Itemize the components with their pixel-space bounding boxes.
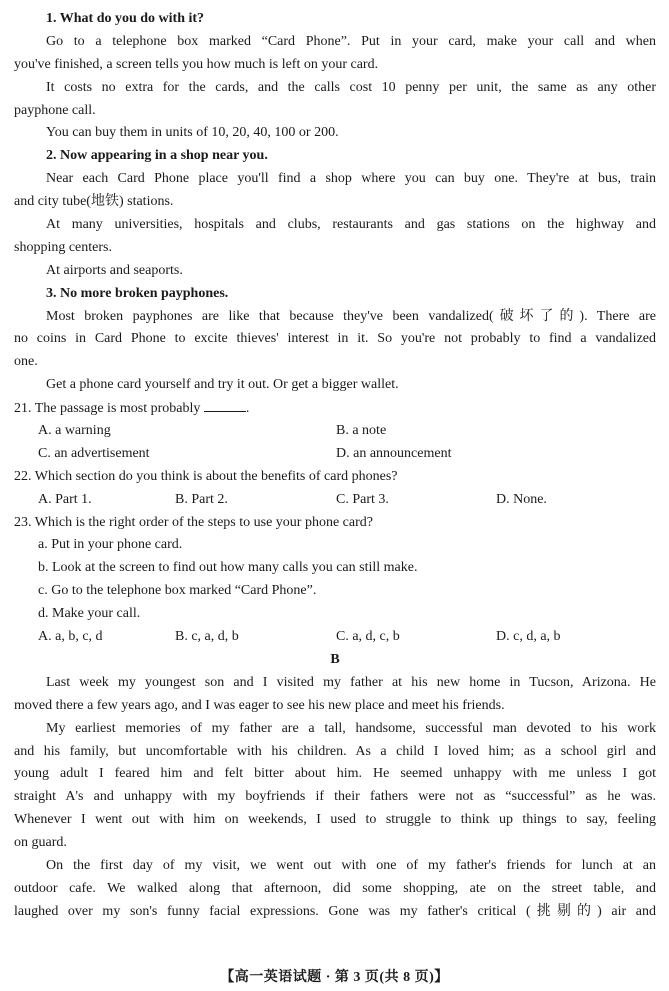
option-d: D. c, d, a, b <box>496 629 561 645</box>
stem-period: . <box>245 401 250 417</box>
paragraph-line: laughed over my son's funny facial expressions. Gone was my father's critical (挑剔的) air and <box>14 903 656 919</box>
paragraph-line: on guard. <box>14 835 67 851</box>
paragraph-line: Near each Card Phone place you'll find a shop where you can buy one. They're at bus, train <box>46 171 656 187</box>
step-item: b. Look at the screen to find out how many calls you can still make. <box>38 560 418 576</box>
paragraph-line: Whenever I went out with him on weekends, I used to struggle to think up things to say, feeling <box>14 812 656 828</box>
option-b: B. Part 2. <box>175 491 228 507</box>
paragraph-line: You can buy them in units of 10, 20, 40, 100 or 200. <box>46 125 339 141</box>
paragraph-line: Last week my youngest son and I visited my father at his new home in Tucson, Arizona. He <box>46 674 656 690</box>
paragraph-line: young adult I feared him and felt bitter about him. He seemed unhappy with me unless I got <box>14 766 656 782</box>
paragraph-line: one. <box>14 354 38 370</box>
question-21 <box>14 397 656 420</box>
paragraph-line: Most broken payphones are like that because they've been vandalized(破坏了的). There are <box>46 308 656 324</box>
paragraph-line: and his family, but uncomfortable with his children. As a child I loved him; as a school girl and <box>14 743 656 759</box>
step-item: d. Make your call. <box>38 606 141 622</box>
section-heading-2: 2. Now appearing in a shop near you. <box>46 148 268 164</box>
exam-page <box>14 8 656 924</box>
option-c: C. an advertisement <box>38 445 150 461</box>
section-heading-1: 1. What do you do with it? <box>46 11 205 26</box>
paragraph-line: It costs no extra for the cards, and the calls cost 10 penny per unit, the same as any other <box>46 79 656 95</box>
paragraph-line: shopping centers. <box>14 239 112 255</box>
option-row <box>14 443 656 466</box>
paragraph-line: you've finished, a screen tells you how much is left on your card. <box>14 56 379 72</box>
option-a: A. a warning <box>38 423 111 439</box>
page-footer: 【高一英语试题 · 第 3 页(共 8 页)】 <box>220 970 449 985</box>
option-d: D. an announcement <box>336 445 452 461</box>
paragraph-line: On the first day of my visit, we went out with one of my father's friends for lunch at an <box>46 857 656 873</box>
answer-blank <box>204 397 246 412</box>
option-d: D. None. <box>496 491 547 507</box>
step-item: c. Go to the telephone box marked “Card Phone”. <box>38 583 317 599</box>
question-stem: 21. The passage is most probably <box>14 401 201 417</box>
paragraph-line: Get a phone card yourself and try it out. Or get a bigger wallet. <box>46 377 399 393</box>
paragraph-line: no coins in Card Phone to excite thieves' interest in it. So you're not probably to find a vandalized <box>14 331 656 347</box>
section-title-b: B <box>330 651 340 667</box>
paragraph-line: straight A's and unhappy with my boyfriends if their fathers were not as “successful” as he was. <box>14 789 656 805</box>
option-row <box>14 420 656 443</box>
paragraph-line: At many universities, hospitals and clubs, restaurants and gas stations on the highway and <box>46 217 656 233</box>
paragraph-line: outdoor cafe. We walked along that afternoon, did some shopping, ate on the street table, and <box>14 880 656 896</box>
paragraph-line: moved there a few years ago, and I was eager to see his new place and meet his friends. <box>14 697 505 713</box>
option-a: A. a, b, c, d <box>38 629 103 645</box>
paragraph-line: At airports and seaports. <box>46 262 183 278</box>
option-c: C. a, d, c, b <box>336 629 400 645</box>
option-row <box>14 489 656 512</box>
question-stem: 23. Which is the right order of the steps to use your phone card? <box>14 514 373 530</box>
section-heading-3: 3. No more broken payphones. <box>46 285 229 301</box>
question-stem: 22. Which section do you think is about the benefits of card phones? <box>14 468 398 484</box>
option-a: A. Part 1. <box>38 491 92 507</box>
paragraph-line: My earliest memories of my father are a tall, handsome, successful man devoted to his work <box>46 720 656 736</box>
paragraph-line: Go to a telephone box marked “Card Phone”. Put in your card, make your call and when <box>46 33 656 49</box>
option-b: B. a note <box>336 423 387 439</box>
option-row <box>14 626 656 649</box>
paragraph-line: and city tube(地铁) stations. <box>14 194 174 210</box>
option-b: B. c, a, d, b <box>175 629 239 645</box>
paragraph-line: payphone call. <box>14 102 96 118</box>
option-c: C. Part 3. <box>336 491 389 507</box>
step-item: a. Put in your phone card. <box>38 537 183 553</box>
